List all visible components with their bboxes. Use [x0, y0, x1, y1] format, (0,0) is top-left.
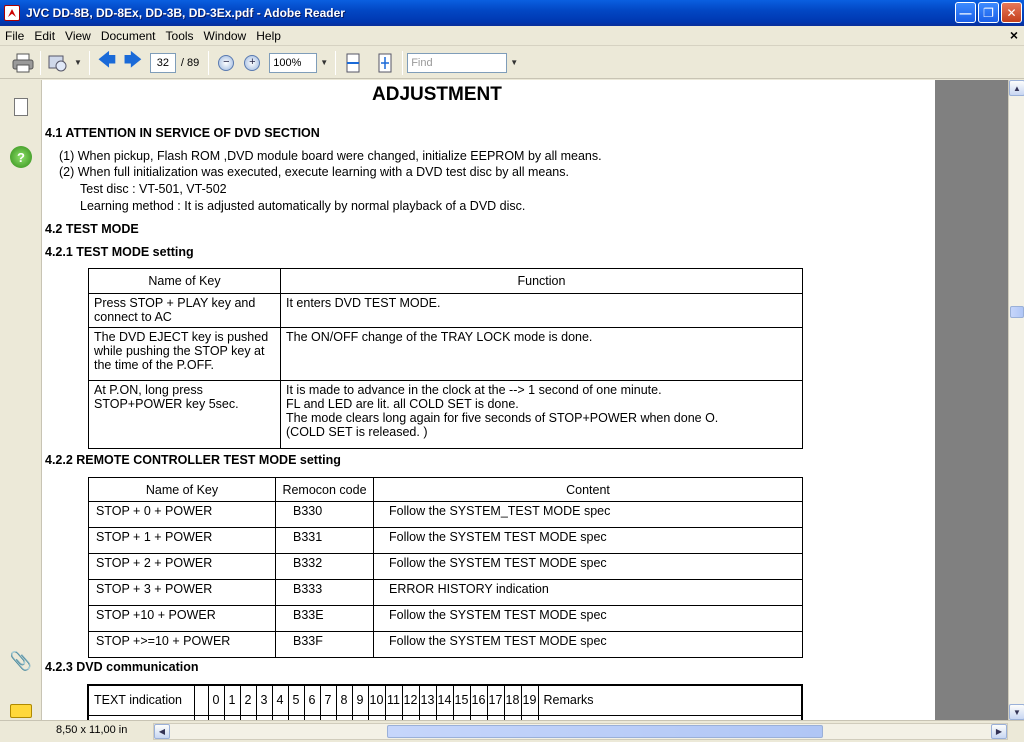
column-header: 13: [419, 685, 436, 715]
scroll-left-icon[interactable]: ◀: [154, 724, 170, 739]
table-cell: STOP + 0 + POWER: [89, 502, 276, 528]
comments-icon[interactable]: [10, 704, 32, 718]
column-header: 0: [208, 685, 224, 715]
collaborate-icon[interactable]: [45, 50, 71, 76]
table-header: Remocon code: [276, 478, 374, 502]
table-cell: Follow the SYSTEM TEST MODE spec: [374, 528, 803, 554]
menu-help[interactable]: Help: [256, 28, 281, 43]
cell-line: The mode clears long again for five seconds of STOP+POWER when done O.: [286, 411, 719, 425]
pages-icon[interactable]: [14, 98, 28, 116]
table-row: [89, 632, 803, 658]
chevron-down-icon[interactable]: ▼: [320, 58, 329, 67]
vertical-scrollbar[interactable]: [1008, 80, 1024, 720]
table-row: [89, 580, 803, 606]
chevron-down-icon[interactable]: ▼: [510, 58, 519, 67]
table-cell: [281, 381, 803, 449]
table-header: TEXT indication: [88, 685, 194, 715]
menu-bar: [0, 26, 1024, 46]
table-row: [89, 381, 803, 449]
page-size: 8,50 x 11,00 in: [56, 724, 128, 736]
attachments-icon[interactable]: 📎: [9, 650, 33, 671]
table-cell: Follow the SYSTEM TEST MODE spec: [374, 554, 803, 580]
paragraph-line: Learning method : It is adjusted automatically by normal playback of a DVD disc.: [80, 199, 526, 213]
table-cell: B33E: [276, 606, 374, 632]
table-cell: The DVD EJECT key is pushed while pushing the STOP key at the time of the P.OFF.: [89, 328, 281, 381]
chevron-down-icon[interactable]: ▼: [74, 58, 82, 67]
paragraph-line: (1) When pickup, Flash ROM ,DVD module board were changed, initialize EEPROM by all means.: [59, 149, 602, 163]
column-header: 1: [224, 685, 240, 715]
fit-width-icon[interactable]: [340, 50, 366, 76]
horizontal-scrollbar[interactable]: [153, 723, 1008, 740]
column-header: 6: [304, 685, 320, 715]
toolbar-separator: [89, 51, 90, 75]
toolbar: [0, 47, 1024, 79]
remote-test-mode-table: [88, 477, 803, 658]
table-header: Remarks: [538, 685, 802, 715]
next-page-icon[interactable]: 🡆: [123, 49, 143, 70]
column-header: 3: [256, 685, 272, 715]
menu-edit[interactable]: Edit: [34, 28, 56, 43]
column-header: 7: [320, 685, 336, 715]
close-button[interactable]: ✕: [1001, 2, 1022, 23]
fit-page-icon[interactable]: [372, 50, 398, 76]
section-4-2-heading: 4.2 TEST MODE: [45, 222, 139, 236]
help-icon[interactable]: ?: [10, 146, 32, 168]
table-cell: STOP +10 + POWER: [89, 606, 276, 632]
total-pages: / 89: [180, 56, 200, 69]
column-header: 18: [504, 685, 521, 715]
scroll-down-icon[interactable]: ▼: [1009, 704, 1024, 720]
table-row: [89, 606, 803, 632]
table-cell: Press STOP + PLAY key and connect to AC: [89, 294, 281, 328]
column-header: 12: [402, 685, 419, 715]
table-cell: B333: [276, 580, 374, 606]
paragraph-line: Test disc : VT-501, VT-502: [80, 182, 227, 196]
adobe-reader-icon: [4, 5, 20, 21]
horizontal-scroll-thumb[interactable]: [387, 725, 823, 738]
column-header: 15: [453, 685, 470, 715]
table-cell: STOP + 1 + POWER: [89, 528, 276, 554]
table-header: Function: [281, 269, 803, 294]
section-4-1-heading: 4.1 ATTENTION IN SERVICE OF DVD SECTION: [45, 126, 320, 140]
section-4-2-3-heading: 4.2.3 DVD communication: [45, 660, 199, 674]
menu-view[interactable]: View: [65, 28, 91, 43]
zoom-in-icon[interactable]: +: [244, 55, 260, 71]
table-cell: Follow the SYSTEM_TEST MODE spec: [374, 502, 803, 528]
table-row: [89, 502, 803, 528]
column-header: 17: [487, 685, 504, 715]
page-title: ADJUSTMENT: [372, 84, 502, 105]
table-cell: The ON/OFF change of the TRAY LOCK mode is done.: [281, 328, 803, 381]
pdf-page: [42, 80, 935, 720]
column-header: 14: [436, 685, 453, 715]
table-cell: Follow the SYSTEM TEST MODE spec: [374, 606, 803, 632]
menu-document[interactable]: Document: [100, 28, 156, 43]
table-header: Content: [374, 478, 803, 502]
table-header: Name of Key: [89, 478, 276, 502]
navigation-panel: [0, 80, 42, 720]
table-row: [89, 328, 803, 381]
column-header: 19: [521, 685, 538, 715]
table-header: Name of Key: [89, 269, 281, 294]
column-header: 10: [368, 685, 385, 715]
table-cell: STOP +>=10 + POWER: [89, 632, 276, 658]
column-header: 16: [470, 685, 487, 715]
table-row: [89, 528, 803, 554]
menu-window[interactable]: Window: [203, 28, 247, 43]
section-4-2-2-heading: 4.2.2 REMOTE CONTROLLER TEST MODE setting: [45, 453, 341, 467]
cell-line: It is made to advance in the clock at the --> 1 second of one minute.: [286, 383, 662, 397]
table-row: [89, 294, 803, 328]
minimize-button[interactable]: —: [955, 2, 976, 23]
test-mode-table: [88, 268, 803, 449]
document-viewport[interactable]: [42, 80, 1008, 720]
menu-file[interactable]: File: [5, 28, 25, 43]
table-cell: It enters DVD TEST MODE.: [281, 294, 803, 328]
table-cell: B330: [276, 502, 374, 528]
window-title: JVC DD-8B, DD-8Ex, DD-3B, DD-3Ex.pdf - Adobe Reader: [26, 6, 345, 20]
column-header: 5: [288, 685, 304, 715]
close-document-icon[interactable]: ×: [1009, 27, 1018, 43]
page-number-input[interactable]: 32: [150, 53, 176, 73]
maximize-button[interactable]: ❐: [978, 2, 999, 23]
table-cell: STOP + 2 + POWER: [89, 554, 276, 580]
vertical-scroll-thumb[interactable]: [1010, 306, 1024, 318]
toolbar-separator: [40, 51, 41, 75]
paragraph-line: (2) When full initialization was executed, execute learning with a DVD test disc by all means.: [59, 165, 569, 179]
table-row: [89, 554, 803, 580]
status-bar: [0, 720, 1024, 742]
toolbar-separator: [335, 51, 336, 75]
table-cell: At P.ON, long press STOP+POWER key 5sec.: [89, 381, 281, 449]
scroll-up-icon[interactable]: ▲: [1009, 80, 1024, 96]
table-cell: [194, 685, 208, 715]
dvd-communication-table: [87, 684, 803, 720]
toolbar-separator: [402, 51, 403, 75]
zoom-input[interactable]: 100%: [269, 53, 317, 73]
column-header: 9: [352, 685, 368, 715]
column-header: 4: [272, 685, 288, 715]
cell-line: FL and LED are lit. all COLD SET is done.: [286, 397, 519, 411]
cell-line: (COLD SET is released. ): [286, 425, 428, 439]
column-header: 11: [385, 685, 402, 715]
table-cell: B331: [276, 528, 374, 554]
print-icon[interactable]: [10, 50, 36, 76]
scroll-right-icon[interactable]: ▶: [991, 724, 1007, 739]
table-cell: STOP + 3 + POWER: [89, 580, 276, 606]
column-header: 8: [336, 685, 352, 715]
previous-page-icon[interactable]: 🡄: [97, 49, 117, 70]
section-4-2-1-heading: 4.2.1 TEST MODE setting: [45, 245, 194, 259]
table-cell: ERROR HISTORY indication: [374, 580, 803, 606]
zoom-out-icon[interactable]: −: [218, 55, 234, 71]
table-cell: B332: [276, 554, 374, 580]
table-cell: Follow the SYSTEM TEST MODE spec: [374, 632, 803, 658]
table-cell: B33F: [276, 632, 374, 658]
title-bar: [0, 0, 1024, 26]
find-input[interactable]: Find: [407, 53, 507, 73]
menu-tools[interactable]: Tools: [165, 28, 194, 43]
column-header: 2: [240, 685, 256, 715]
toolbar-separator: [208, 51, 209, 75]
